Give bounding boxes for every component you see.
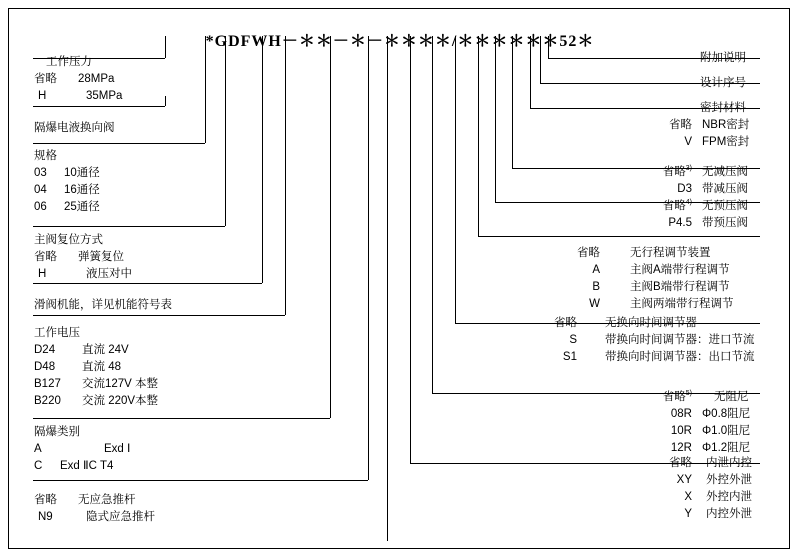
leader-line [33,226,225,227]
control-drain-code: 省略 [669,457,692,469]
reset-title: 主阀复位方式 [34,234,103,246]
emergency-code: N9 [38,511,53,523]
leader-line [262,36,263,283]
precharge-desc: 无预压阀 [702,199,748,212]
stroke-code: B [592,281,600,293]
seal-desc: FPM密封 [702,136,750,148]
damping-code: 10R [670,424,692,437]
stroke-code: W [589,298,600,310]
control-drain-code: XY [676,474,692,486]
precharge-valve-block [640,194,748,232]
product-name-block [34,120,115,137]
spool-function: 滑阀机能，详见机能符号表 [34,299,172,311]
reset-desc: 液压对中 [86,268,132,280]
switch-time-desc: 带换向时间调节器：进口节流 [605,334,755,346]
explosion-code: A [34,443,42,455]
stroke-desc: 主阀A端带行程调节 [630,264,730,276]
leader-line [33,418,330,419]
design-serial-block [700,75,746,92]
stroke-desc: 主阀两端带行程调节 [630,298,734,310]
explosion-class-title: 隔爆类别 [34,426,80,438]
stroke-desc: 无行程调节装置 [630,247,711,259]
voltage-code: B127 [34,378,61,390]
damping-desc: Φ0.8阻尼 [702,407,751,420]
emergency-desc: 无应急推杆 [78,494,136,506]
leader-line [540,36,541,83]
emergency-block [34,492,155,526]
reducing-valve-block [640,160,748,198]
voltage-desc: 交流 220V本整 [82,395,159,407]
voltage-desc: 直流 48 [82,361,121,373]
control-drain-code: X [684,491,692,503]
pressure-code: 省略 [34,73,57,85]
reducing-code: D3 [677,182,692,195]
damping-desc: Φ1.2阻尼 [702,441,751,454]
product-name: 隔爆电液换向阀 [34,122,115,134]
precharge-desc: 带预压阀 [702,216,748,229]
precharge-code: P4.5 [668,216,692,229]
seal-title: 密封材料 [700,102,746,114]
size-code: 06 [34,201,47,213]
reset-code: H [38,268,47,280]
leader-line [478,236,760,237]
working-pressure-title: 工作压力 [46,56,92,68]
seal-code: 省略 [669,119,692,131]
extra-note: 附加说明 [700,52,746,64]
spool-function-block [34,297,172,314]
explosion-class-block [34,424,130,475]
switch-time-desc: 无换向时间调节器 [605,317,697,329]
reset-desc: 弹簧复位 [78,251,124,263]
leader-line [330,36,331,418]
voltage-desc: 交流127V 本整 [82,378,159,390]
model-code [0,28,800,51]
switch-time-block [537,315,755,366]
leader-line [33,283,262,284]
leader-line [368,36,369,480]
pressure-desc: 28MPa [78,73,115,85]
seal-desc: NBR密封 [702,119,750,131]
size-desc: 25通径 [64,201,100,213]
leader-line [410,36,411,463]
model-code-text: *GDFWH－＊＊－＊－＊＊＊＊/＊＊＊＊＊＊52＊ [205,33,595,50]
explosion-desc: Exd ⅡC T4 [60,460,114,472]
leader-line [548,36,549,58]
leader-line [205,36,206,143]
precharge-code: 省略$^{4)}$ [662,199,692,212]
leader-line [33,143,205,144]
reset-code: 省略 [34,251,57,263]
control-drain-desc: 外控外泄 [706,474,752,486]
damping-code: 12R [670,441,692,454]
explosion-code: C [34,460,43,472]
leader-line [285,36,286,315]
pressure-code: H [38,90,47,102]
control-drain-desc: 内泄内控 [706,457,752,469]
explosion-desc: Exd Ⅰ [104,443,131,455]
leader-line [165,96,166,106]
damping-desc: Φ1.0阻尼 [702,424,751,437]
working-pressure-block [34,54,122,105]
leader-line [387,36,388,541]
extra-note-block [700,50,746,67]
size-code: 04 [34,184,47,196]
reducing-desc: 带减压阀 [702,182,748,195]
size-title: 规格 [34,150,57,162]
switch-time-code: S1 [562,351,577,363]
damping-desc: 无阻尼 [714,390,749,403]
damping-code: 08R [670,407,692,420]
damping-code: 省略$^{5)}$ [662,390,692,403]
leader-line [225,36,226,226]
size-desc: 10通径 [64,167,100,179]
voltage-desc: 直流 24V [82,344,129,356]
size-block [34,148,100,216]
control-drain-block [640,455,752,523]
voltage-title: 工作电压 [34,327,80,339]
reducing-desc: 无减压阀 [702,165,748,178]
leader-line [512,36,513,168]
design-serial: 设计序号 [700,77,746,89]
seal-block [640,100,749,151]
voltage-block [34,325,158,410]
leader-line [530,36,531,108]
voltage-code: D24 [34,344,56,356]
control-drain-desc: 外控内泄 [706,491,752,503]
control-drain-desc: 内控外泄 [706,508,752,520]
leader-line [165,36,166,58]
control-drain-code: Y [684,508,692,520]
size-desc: 16通径 [64,184,100,196]
size-code: 03 [34,167,47,179]
stroke-code: A [592,264,600,276]
switch-time-desc: 带换向时间调节器：出口节流 [605,351,755,363]
voltage-code: D48 [34,361,56,373]
switch-time-code: S [569,334,577,346]
leader-line [455,36,456,323]
leader-line [432,36,433,393]
reset-block [34,232,132,283]
seal-code: V [684,136,692,148]
leader-line [33,106,165,107]
stroke-code: 省略 [577,247,600,259]
leader-line [33,315,285,316]
leader-line [33,480,368,481]
leader-line [478,36,479,236]
stroke-desc: 主阀B端带行程调节 [630,281,730,293]
emergency-desc: 隐式应急推杆 [86,511,155,523]
leader-line [495,36,496,202]
damping-block [640,385,750,457]
pressure-desc: 35MPa [86,90,123,102]
emergency-code: 省略 [34,494,57,506]
switch-time-code: 省略 [554,317,577,329]
stroke-adjust-block [560,245,734,313]
voltage-code: B220 [34,395,61,407]
reducing-code: 省略$^{3)}$ [662,165,692,178]
